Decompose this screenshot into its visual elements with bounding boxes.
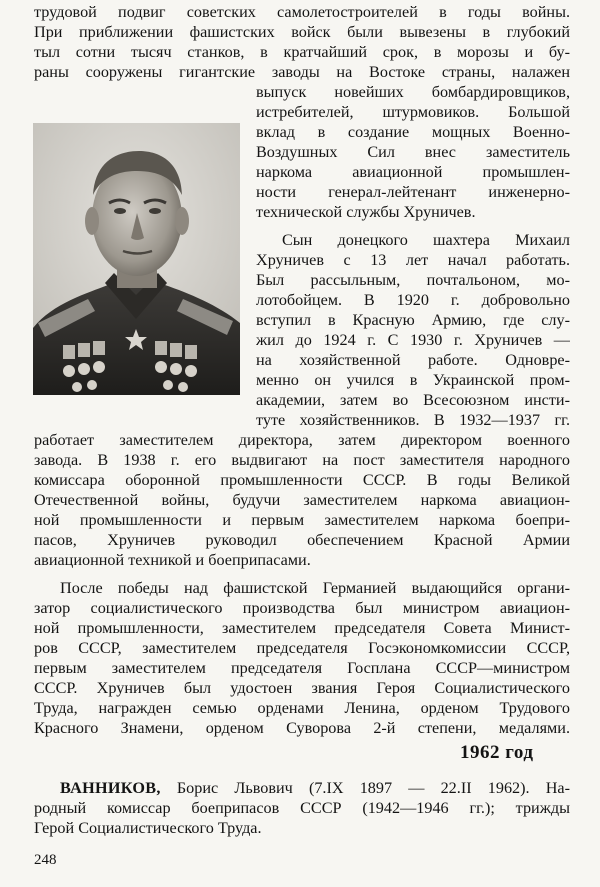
- text-line: Хруничев с 13 лет начал работать.: [256, 251, 570, 269]
- text-line: ной промышленности и первым заместителем наркома боепри-: [34, 511, 570, 529]
- text-line: туте хозяйственников. В 1932—1937 гг.: [256, 411, 570, 429]
- text-line: Был рассыльным, почтальоном, мо-: [256, 271, 570, 289]
- portrait-image: [33, 123, 240, 395]
- entry-line: [60, 778, 570, 798]
- text-line: работает заместителем директора, затем директором военного: [34, 431, 570, 449]
- text-line: технической службы Хруничев.: [256, 203, 476, 221]
- entry-text: Борис Львович (7.IX 1897 — 22.II 1962). На-: [160, 779, 570, 797]
- text-line: вступил в Красную Армию, где слу-: [256, 311, 570, 329]
- text-line: комиссара оборонной промышленности СССР. В годы Великой: [34, 471, 570, 489]
- text-line: Отечественной войны, будучи заместителем наркома авиацион-: [34, 491, 570, 509]
- text-line: истребителей, штурмовиков. Большой: [256, 103, 570, 121]
- text-line: пасов, Хруничев руководил обеспечением Красной Армии: [34, 531, 570, 549]
- year-heading: 1962 год: [460, 742, 534, 763]
- text-line: При приближении фашистских войск были вывезены в глубокий: [34, 23, 570, 41]
- text-line: академии, затем во Всесоюзном инсти-: [256, 391, 570, 409]
- text-line: трудовой подвиг советских самолетостроителей в годы войны.: [34, 3, 570, 21]
- entry-name: ВАННИКОВ,: [60, 779, 161, 797]
- text-line: жил до 1924 г. С 1930 г. Хруничев —: [256, 331, 570, 349]
- text-line: тыл сотни тысяч станков, в кратчайший срок, в морозы и бу-: [34, 43, 570, 61]
- text-line: СССР. Хруничев был удостоен звания Героя Социалистического: [34, 679, 570, 697]
- text-line: Сын донецкого шахтера Михаил: [282, 231, 570, 249]
- text-line: ной промышленности, заместителем председателя Совета Минист-: [34, 619, 570, 637]
- text-line: лотобойцем. В 1920 г. добровольно: [256, 291, 570, 309]
- text-line: наркома авиационной промышлен-: [256, 163, 570, 181]
- text-line: Труда, награжден семью орденами Ленина, орденом Трудового: [34, 699, 570, 717]
- text-line: раны сооружены гигантские заводы на Востоке страны, налажен: [34, 63, 570, 81]
- text-line: затор социалистического производства был министром авиацион-: [34, 599, 570, 617]
- text-line: авиационной техникой и боеприпасами.: [34, 551, 311, 569]
- text-line: ров СССР, заместителем председателя Госэкономкомиссии СССР,: [34, 639, 570, 657]
- text-line: выпуск новейших бомбардировщиков,: [256, 83, 570, 101]
- page-number: 248: [34, 852, 57, 868]
- text-line: менно он учился в Украинской пром-: [256, 371, 570, 389]
- text-line: Красного Знамени, орденом Суворова 2-й степени, медалями.: [34, 719, 570, 737]
- text-line: После победы над фашистской Германией выдающийся органи-: [60, 579, 570, 597]
- entry-line: Герой Социалистического Труда.: [34, 819, 262, 837]
- text-line: вклад в создание мощных Военно-: [256, 123, 570, 141]
- text-line: Воздушных Сил внес заместитель: [256, 143, 570, 161]
- portrait-photo: [33, 123, 240, 395]
- text-line: первым заместителем председателя Госплана СССР—министром: [34, 659, 570, 677]
- entry-line: родный комиссар боеприпасов СССР (1942—1946 гг.); трижды: [34, 799, 570, 817]
- text-line: ности генерал-лейтенант инженерно-: [256, 183, 570, 201]
- text-line: завода. В 1938 г. его выдвигают на пост заместителя народного: [34, 451, 570, 469]
- text-line: на хозяйственной работе. Одновре-: [256, 351, 570, 369]
